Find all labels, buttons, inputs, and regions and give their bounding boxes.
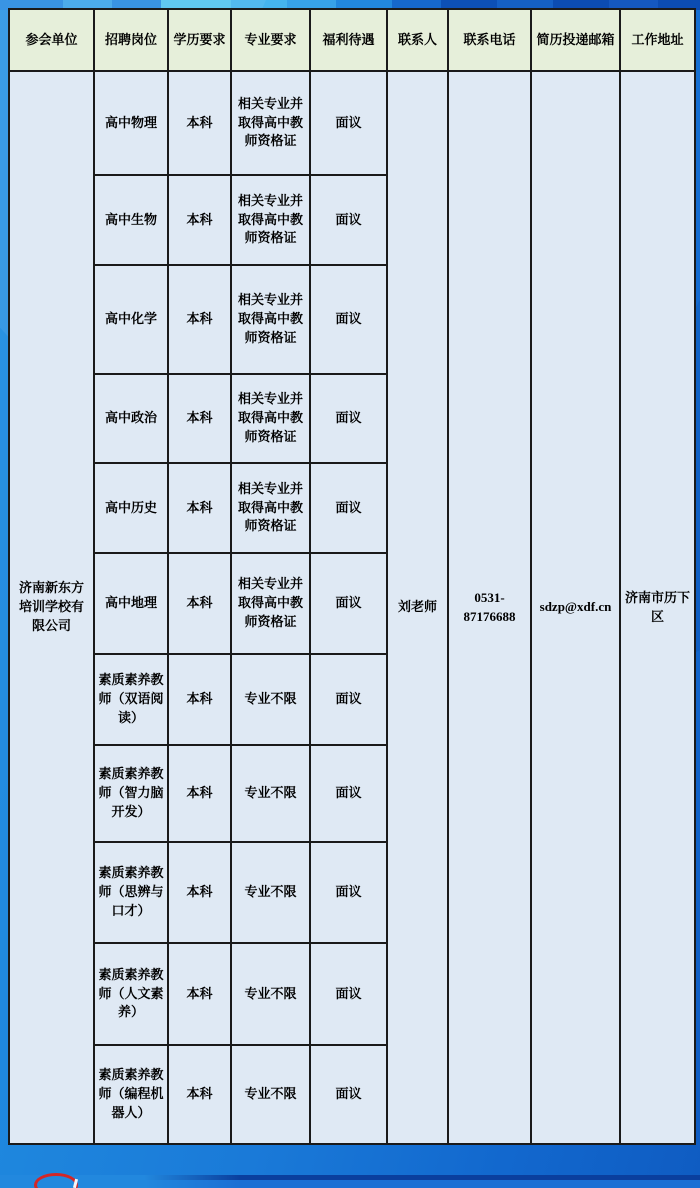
benefits-cell: 面议: [310, 463, 387, 553]
recruitment-table: [8, 8, 696, 1145]
position-cell: 素质素养教师（编程机器人）: [94, 1045, 168, 1144]
major-cell: 专业不限: [231, 654, 310, 745]
major-cell: 相关专业并取得高中教师资格证: [231, 175, 310, 265]
education-cell: 本科: [168, 943, 231, 1045]
major-cell: 相关专业并取得高中教师资格证: [231, 463, 310, 553]
education-cell: 本科: [168, 553, 231, 654]
major-cell: 相关专业并取得高中教师资格证: [231, 374, 310, 463]
header-cell-unit: 参会单位: [9, 9, 94, 71]
major-cell: 专业不限: [231, 745, 310, 842]
header-cell-major: 专业要求: [231, 9, 310, 71]
education-cell: 本科: [168, 71, 231, 175]
resume-email-cell: sdzp@xdf.cn: [531, 71, 620, 1144]
contact-phone-cell: 0531-87176688: [448, 71, 531, 1144]
benefits-cell: 面议: [310, 71, 387, 175]
education-cell: 本科: [168, 265, 231, 374]
education-cell: 本科: [168, 374, 231, 463]
work-address-cell: 济南市历下区: [620, 71, 695, 1144]
position-cell: 高中政治: [94, 374, 168, 463]
position-cell: 高中生物: [94, 175, 168, 265]
position-cell: 高中物理: [94, 71, 168, 175]
benefits-cell: 面议: [310, 374, 387, 463]
education-cell: 本科: [168, 842, 231, 943]
major-cell: 相关专业并取得高中教师资格证: [231, 71, 310, 175]
major-cell: 专业不限: [231, 842, 310, 943]
position-cell: 高中化学: [94, 265, 168, 374]
education-cell: 本科: [168, 463, 231, 553]
major-cell: 专业不限: [231, 1045, 310, 1144]
benefits-cell: 面议: [310, 265, 387, 374]
benefits-cell: 面议: [310, 175, 387, 265]
position-cell: 高中历史: [94, 463, 168, 553]
header-cell-email: 简历投递邮箱: [531, 9, 620, 71]
position-cell: 素质素养教师（思辨与口才）: [94, 842, 168, 943]
education-cell: 本科: [168, 745, 231, 842]
benefits-cell: 面议: [310, 842, 387, 943]
table-row: [9, 71, 695, 175]
header-cell-position: 招聘岗位: [94, 9, 168, 71]
benefits-cell: 面议: [310, 654, 387, 745]
contact-person-cell: 刘老师: [387, 71, 448, 1144]
benefits-cell: 面议: [310, 1045, 387, 1144]
header-row: [9, 9, 695, 71]
header-cell-address: 工作地址: [620, 9, 695, 71]
header-cell-phone: 联系电话: [448, 9, 531, 71]
company-cell: 济南新东方培训学校有限公司: [9, 71, 94, 1144]
benefits-cell: 面议: [310, 553, 387, 654]
position-cell: 高中地理: [94, 553, 168, 654]
position-cell: 素质素养教师（双语阅读）: [94, 654, 168, 745]
education-cell: 本科: [168, 1045, 231, 1144]
header-cell-benefits: 福利待遇: [310, 9, 387, 71]
major-cell: 专业不限: [231, 943, 310, 1045]
background-bottom-band: [0, 1175, 700, 1188]
major-cell: 相关专业并取得高中教师资格证: [231, 265, 310, 374]
benefits-cell: 面议: [310, 943, 387, 1045]
major-cell: 相关专业并取得高中教师资格证: [231, 553, 310, 654]
position-cell: 素质素养教师（人文素养）: [94, 943, 168, 1045]
header-cell-contact: 联系人: [387, 9, 448, 71]
benefits-cell: 面议: [310, 745, 387, 842]
education-cell: 本科: [168, 654, 231, 745]
header-cell-education: 学历要求: [168, 9, 231, 71]
position-cell: 素质素养教师（智力脑开发）: [94, 745, 168, 842]
education-cell: 本科: [168, 175, 231, 265]
